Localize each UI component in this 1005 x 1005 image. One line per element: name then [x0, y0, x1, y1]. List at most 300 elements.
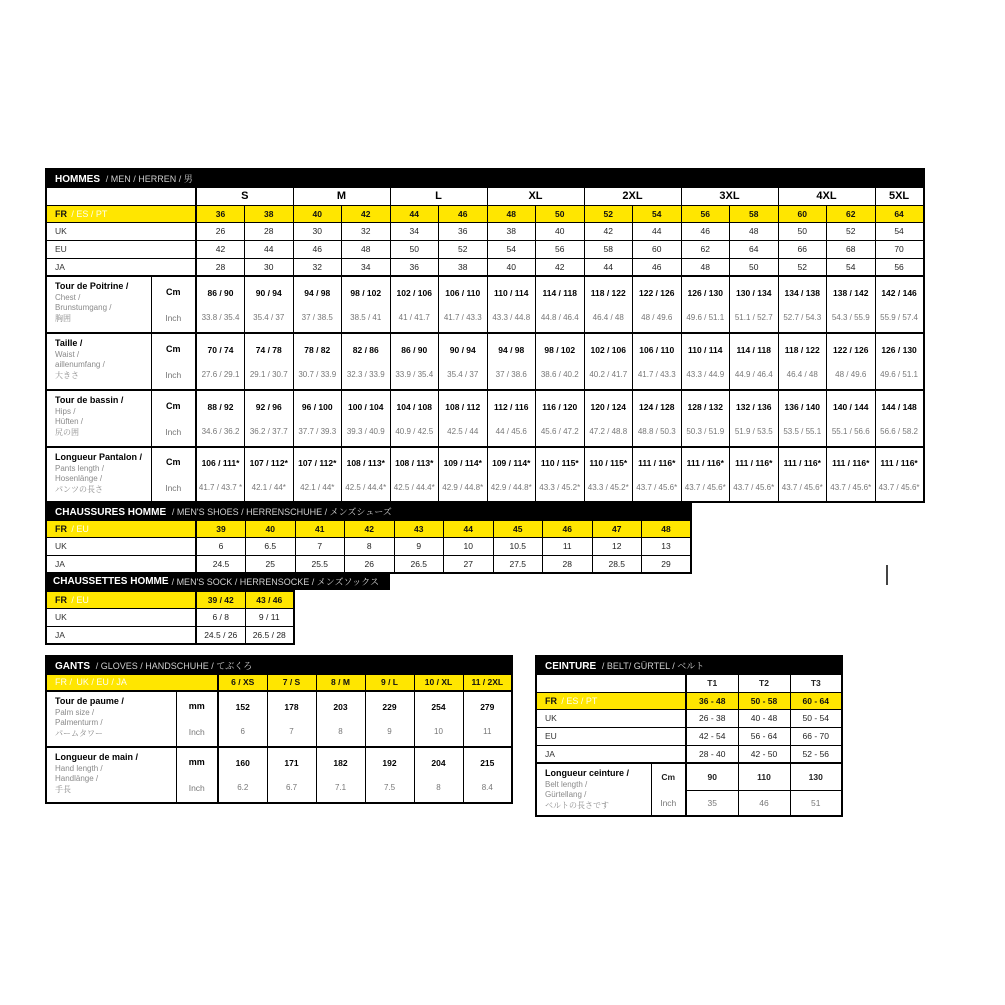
belt-ja-label: JA: [536, 745, 686, 763]
eu-size-value: 48: [342, 240, 391, 258]
measure-cell: 92 / 96 36.2 / 37.7: [245, 390, 294, 447]
measure-cell: 215 8.4: [463, 747, 512, 803]
measure-cell: 122 / 126 48 / 49.6: [827, 333, 876, 390]
unit-mm-label: mm: [188, 701, 205, 711]
belt-unit-cm: Cm: [651, 763, 686, 790]
unit-inch-label: Inch: [165, 369, 182, 380]
measure-cell: 124 / 128 48.8 / 50.3: [633, 390, 682, 447]
ja-size-value: 52: [778, 258, 827, 276]
uk-size-value: 30: [293, 222, 342, 240]
shoes-ja-label: JA: [46, 555, 196, 573]
shoe-ja-value: 27: [444, 555, 494, 573]
fr-size-value: 42: [342, 205, 391, 222]
ja-size-value: 40: [487, 258, 536, 276]
belt-table-title-row: [536, 656, 842, 674]
uk-size-value: 38: [487, 222, 536, 240]
size-group-4XL: 4XL: [778, 187, 875, 205]
uk-size-value: 36: [439, 222, 488, 240]
uk-size-value: 34: [390, 222, 439, 240]
title-primary: CEINTURE: [545, 660, 597, 672]
chest-label-fr: Tour de Poitrine /: [55, 281, 129, 291]
fr-size-value: 50: [536, 205, 585, 222]
shoe-uk-value: 10: [444, 537, 494, 555]
ja-size-value: 32: [293, 258, 342, 276]
sock-size-value: 39 / 42: [196, 591, 245, 608]
eu-size-value: 56: [536, 240, 585, 258]
belt-length-cm-row: [536, 763, 842, 790]
shoes-fr-row: [46, 520, 691, 537]
measure-cell: 204 8: [414, 747, 463, 803]
shoe-ja-value: 27.5: [493, 555, 543, 573]
hand-units: [176, 747, 218, 803]
pants-label-fr: Longueur Pantalon /: [55, 452, 142, 462]
measure-cell: 109 / 114* 42.9 / 44.8*: [487, 447, 536, 502]
hand-label-de: Handlänge /: [55, 774, 99, 784]
measure-cell: 229 9: [365, 691, 414, 747]
fr-size-value: 52: [584, 205, 633, 222]
fr-size-value: 44: [390, 205, 439, 222]
size-group-spacer: [46, 187, 196, 205]
measure-cell: 100 / 104 39.3 / 40.9: [342, 390, 391, 447]
mens-size-table: [45, 168, 925, 503]
uk-size-value: 40: [536, 222, 585, 240]
measure-cell: 111 / 116* 43.7 / 45.6*: [827, 447, 876, 502]
hips-label-en: Hips /: [55, 406, 76, 416]
fr-size-value: 60: [778, 205, 827, 222]
title-secondary: / BELT/ GÜRTEL / ベルト: [601, 660, 705, 671]
size-group-3XL: 3XL: [681, 187, 778, 205]
gloves-size-row: [46, 674, 512, 691]
measure-cell: 160 6.2: [218, 747, 267, 803]
belt-column-spacer: [536, 674, 686, 692]
title-primary: HOMMES: [55, 173, 100, 185]
shoes-fr-label: [46, 520, 196, 537]
unit-inch-label: Inch: [188, 727, 205, 737]
gloves-header-label: [46, 674, 218, 691]
shoe-size-value: 46: [543, 520, 593, 537]
belt-eu-value: 42 - 54: [686, 727, 738, 745]
eu-size-value: 68: [827, 240, 876, 258]
ja-size-value: 56: [875, 258, 924, 276]
shoe-size-value: 39: [196, 520, 246, 537]
measure-cell: 110 / 114 43.3 / 44.9: [681, 333, 730, 390]
eu-size-value: 64: [730, 240, 779, 258]
measure-cell: 171 6.7: [267, 747, 316, 803]
belt-length-inch-value: 35: [686, 790, 738, 816]
palm-size-row: [46, 691, 512, 747]
belt-table-title: [536, 656, 842, 674]
socks-ja-row: [46, 626, 294, 644]
fr-size-value: 38: [245, 205, 294, 222]
mens-table-title-row: [46, 169, 924, 187]
uk-row-label: UK: [46, 222, 196, 240]
gloves-table-title-row: [46, 656, 512, 674]
ja-size-value: 34: [342, 258, 391, 276]
unit-inch-label: Inch: [165, 482, 182, 493]
measure-cell: 102 / 106 40.2 / 41.7: [584, 333, 633, 390]
glove-size-value: 10 / XL: [414, 674, 463, 691]
ja-size-value: 28: [196, 258, 245, 276]
eu-size-value: 44: [245, 240, 294, 258]
belt-length-cm-value: 110: [738, 763, 790, 790]
hand-label-ja: 手長: [55, 784, 71, 794]
measure-cell: 108 / 113* 42.5 / 44.4*: [342, 447, 391, 502]
belt-uk-value: 26 - 38: [686, 709, 738, 727]
palm-label: [46, 691, 176, 747]
belt-fr-label: [536, 692, 686, 709]
measure-cell: 88 / 92 34.6 / 36.2: [196, 390, 245, 447]
measure-cell: 110 / 115* 43.3 / 45.2*: [536, 447, 585, 502]
fr-label-primary: FR: [55, 594, 67, 605]
measure-cell: 126 / 130 49.6 / 51.1: [681, 276, 730, 333]
fr-size-value: 54: [633, 205, 682, 222]
ja-size-row: [46, 258, 924, 276]
chest-units: [151, 276, 196, 333]
gloves-table-title: [46, 656, 512, 674]
measure-cell: 112 / 116 44 / 45.6: [487, 390, 536, 447]
belt-length-label-en: Belt length /: [545, 779, 588, 789]
chest-label-ja: 胸囲: [55, 313, 71, 323]
measure-cell: 110 / 114 43.3 / 44.8: [487, 276, 536, 333]
measure-cell: 152 6: [218, 691, 267, 747]
eu-size-value: 66: [778, 240, 827, 258]
measure-cell: 86 / 90 33.9 / 35.4: [390, 333, 439, 390]
size-group-M: M: [293, 187, 390, 205]
ja-size-value: 46: [633, 258, 682, 276]
belt-length-cm-value: 130: [790, 763, 842, 790]
uk-size-value: 28: [245, 222, 294, 240]
waist-label: [46, 333, 151, 390]
belt-ja-value: 28 - 40: [686, 745, 738, 763]
belt-column-row: [536, 674, 842, 692]
hips-row: [46, 390, 924, 447]
uk-size-value: 32: [342, 222, 391, 240]
waist-row: [46, 333, 924, 390]
ja-size-value: 36: [390, 258, 439, 276]
eu-size-value: 62: [681, 240, 730, 258]
belt-uk-row: [536, 709, 842, 727]
measure-cell: 118 / 122 46.4 / 48: [584, 276, 633, 333]
unit-cm-label: Cm: [165, 286, 181, 297]
hips-label: [46, 390, 151, 447]
fr-size-value: 40: [293, 205, 342, 222]
ja-row-label: JA: [46, 258, 196, 276]
measure-cell: 138 / 142 54.3 / 55.9: [827, 276, 876, 333]
glove-size-value: 8 / M: [316, 674, 365, 691]
socks-uk-row: [46, 608, 294, 626]
pants-label-ja: パンツの長さ: [55, 484, 103, 494]
belt-length-inch-value: 46: [738, 790, 790, 816]
measure-cell: 96 / 100 37.7 / 39.3: [293, 390, 342, 447]
sock-uk-value: 6 / 8: [196, 608, 245, 626]
measure-cell: 104 / 108 40.9 / 42.5: [390, 390, 439, 447]
shoe-size-value: 45: [493, 520, 543, 537]
measure-cell: 98 / 102 38.5 / 41: [342, 276, 391, 333]
belt-eu-value: 66 - 70: [790, 727, 842, 745]
belt-length-label-ja: ベルトの長さです: [545, 800, 609, 810]
measure-cell: 108 / 112 42.5 / 44: [439, 390, 488, 447]
shoe-uk-value: 11: [543, 537, 593, 555]
measure-cell: 94 / 98 37 / 38.5: [293, 276, 342, 333]
measure-cell: 114 / 118 44.9 / 46.4: [730, 333, 779, 390]
shoe-ja-value: 28: [543, 555, 593, 573]
fr-size-value: 58: [730, 205, 779, 222]
eu-row-label: EU: [46, 240, 196, 258]
measure-cell: 126 / 130 49.6 / 51.1: [875, 333, 924, 390]
fr-label-primary: FR: [55, 523, 67, 534]
measure-cell: 132 / 136 51.9 / 53.5: [730, 390, 779, 447]
belt-column-header: T3: [790, 674, 842, 692]
belt-fr-value: 36 - 48: [686, 692, 738, 709]
unit-cm-label: Cm: [165, 343, 181, 354]
sock-ja-value: 26.5 / 28: [245, 626, 294, 644]
measure-cell: 142 / 146 55.9 / 57.4: [875, 276, 924, 333]
sock-ja-value: 24.5 / 26: [196, 626, 245, 644]
belt-unit-inch: Inch: [651, 790, 686, 816]
eu-size-value: 60: [633, 240, 682, 258]
gloves-label-secondary: UK / EU / JA: [76, 677, 127, 688]
shoes-uk-label: UK: [46, 537, 196, 555]
measure-cell: 178 7: [267, 691, 316, 747]
shoe-ja-value: 25: [246, 555, 296, 573]
ja-size-value: 48: [681, 258, 730, 276]
measure-cell: 90 / 94 35.4 / 37: [245, 276, 294, 333]
shoe-size-value: 41: [295, 520, 345, 537]
ja-size-value: 38: [439, 258, 488, 276]
pants-units: [151, 447, 196, 502]
belt-uk-value: 50 - 54: [790, 709, 842, 727]
title-primary: GANTS: [55, 660, 90, 672]
fr-label-secondary: / EU: [71, 523, 89, 534]
measure-cell: 106 / 110 41.7 / 43.3: [633, 333, 682, 390]
shoe-size-value: 40: [246, 520, 296, 537]
size-group-S: S: [196, 187, 293, 205]
belt-column-header: T1: [686, 674, 738, 692]
fr-size-value: 64: [875, 205, 924, 222]
socks-table-title: [45, 572, 390, 590]
title-secondary: / MEN'S SOCK / HERRENSOCKE / メンズソックス: [171, 576, 379, 587]
shoes-table-title: [46, 502, 691, 520]
measure-cell: 94 / 98 37 / 38.6: [487, 333, 536, 390]
measure-cell: 109 / 114* 42.9 / 44.8*: [439, 447, 488, 502]
measure-cell: 192 7.5: [365, 747, 414, 803]
eu-size-value: 52: [439, 240, 488, 258]
shoes-uk-row: [46, 537, 691, 555]
belt-column-header: T2: [738, 674, 790, 692]
socks-ja-label: JA: [46, 626, 196, 644]
shoe-size-value: 43: [394, 520, 444, 537]
eu-size-value: 42: [196, 240, 245, 258]
measure-cell: 107 / 112* 42.1 / 44*: [293, 447, 342, 502]
size-group-row: [46, 187, 924, 205]
fr-size-row: [46, 205, 924, 222]
measure-cell: 98 / 102 38.6 / 40.2: [536, 333, 585, 390]
measure-cell: 114 / 118 44.8 / 46.4: [536, 276, 585, 333]
belt-fr-row: [536, 692, 842, 709]
mens-shoes-table: [45, 501, 692, 574]
measure-cell: 110 / 115* 43.3 / 45.2*: [584, 447, 633, 502]
measure-cell: 130 / 134 51.1 / 52.7: [730, 276, 779, 333]
uk-size-value: 50: [778, 222, 827, 240]
measure-cell: 86 / 90 33.8 / 35.4: [196, 276, 245, 333]
belt-length-label: [536, 763, 651, 816]
hand-label-fr: Longueur de main /: [55, 752, 139, 762]
belt-eu-value: 56 - 64: [738, 727, 790, 745]
shoe-size-value: 42: [345, 520, 395, 537]
shoe-ja-value: 29: [642, 555, 692, 573]
shoe-uk-value: 10.5: [493, 537, 543, 555]
measure-cell: 108 / 113* 42.5 / 44.4*: [390, 447, 439, 502]
measure-cell: 107 / 112* 42.1 / 44*: [245, 447, 294, 502]
title-primary: CHAUSSETTES HOMME: [53, 575, 169, 587]
pants-label-de: Hosenlänge /: [55, 474, 103, 484]
mens-table-title: [46, 169, 924, 187]
fr-row-label: [46, 205, 196, 222]
title-secondary: / MEN / HERREN / 男: [105, 173, 193, 184]
belt-length-label-de: Gürtellang /: [545, 790, 587, 800]
hips-label-de: Hüften /: [55, 417, 84, 427]
fr-label-primary: FR: [545, 695, 557, 706]
ja-size-value: 50: [730, 258, 779, 276]
shoe-uk-value: 13: [642, 537, 692, 555]
size-group-5XL: 5XL: [875, 187, 924, 205]
unit-inch-label: Inch: [165, 426, 182, 437]
belt-length-inch-value: 51: [790, 790, 842, 816]
shoe-uk-value: 7: [295, 537, 345, 555]
hand-length-row: [46, 747, 512, 803]
palm-units: [176, 691, 218, 747]
chest-label-en: Chest /: [55, 292, 81, 302]
eu-size-value: 54: [487, 240, 536, 258]
measure-cell: 111 / 116* 43.7 / 45.6*: [633, 447, 682, 502]
sock-size-value: 43 / 46: [245, 591, 294, 608]
ja-size-value: 54: [827, 258, 876, 276]
fr-label-primary: FR: [55, 208, 67, 219]
unit-inch-label: Inch: [165, 312, 182, 323]
waist-label-ja: 大きさ: [55, 370, 79, 380]
uk-size-value: 48: [730, 222, 779, 240]
unit-cm-label: Cm: [165, 456, 181, 467]
shoe-uk-value: 6: [196, 537, 246, 555]
fr-size-value: 62: [827, 205, 876, 222]
measure-cell: 74 / 78 29.1 / 30.7: [245, 333, 294, 390]
measure-cell: 140 / 144 55.1 / 56.6: [827, 390, 876, 447]
title-secondary: / GLOVES / HANDSCHUHE / てぶくろ: [95, 660, 253, 671]
pants-label: [46, 447, 151, 502]
hand-label-en: Hand length /: [55, 763, 103, 773]
uk-size-value: 42: [584, 222, 633, 240]
measure-cell: 111 / 116* 43.7 / 45.6*: [681, 447, 730, 502]
measure-cell: 122 / 126 48 / 49.6: [633, 276, 682, 333]
ja-size-value: 44: [584, 258, 633, 276]
chest-row: [46, 276, 924, 333]
shoe-size-value: 48: [642, 520, 692, 537]
fr-size-value: 48: [487, 205, 536, 222]
measure-cell: 279 11: [463, 691, 512, 747]
waist-label-en: Waist /: [55, 349, 80, 359]
eu-size-value: 50: [390, 240, 439, 258]
eu-size-value: 46: [293, 240, 342, 258]
shoe-ja-value: 24.5: [196, 555, 246, 573]
measure-cell: 78 / 82 30.7 / 33.9: [293, 333, 342, 390]
measure-cell: 134 / 138 52.7 / 54.3: [778, 276, 827, 333]
stray-line: [886, 565, 888, 585]
measure-cell: 102 / 106 41 / 41.7: [390, 276, 439, 333]
measure-cell: 116 / 120 45.6 / 47.2: [536, 390, 585, 447]
sock-uk-value: 9 / 11: [245, 608, 294, 626]
size-group-L: L: [390, 187, 487, 205]
shoes-ja-row: [46, 555, 691, 573]
shoe-uk-value: 12: [592, 537, 642, 555]
unit-inch-label: Inch: [188, 783, 205, 793]
fr-label-secondary: / ES / PT: [561, 695, 598, 706]
unit-mm-label: mm: [188, 757, 205, 767]
gloves-label-primary: FR /: [55, 677, 72, 688]
belt-eu-label: EU: [536, 727, 686, 745]
palm-label-de: Palmenturm /: [55, 718, 103, 728]
measure-cell: 120 / 124 47.2 / 48.8: [584, 390, 633, 447]
measure-cell: 118 / 122 46.4 / 48: [778, 333, 827, 390]
belt-eu-row: [536, 727, 842, 745]
measure-cell: 106 / 111* 41.7 / 43.7 *: [196, 447, 245, 502]
measure-cell: 136 / 140 53.5 / 55.1: [778, 390, 827, 447]
gloves-table: [45, 655, 513, 804]
eu-size-value: 58: [584, 240, 633, 258]
waist-label-fr: Taille /: [55, 338, 83, 348]
hips-label-ja: 尻の囲: [55, 427, 79, 437]
measure-cell: 203 8: [316, 691, 365, 747]
uk-size-row: [46, 222, 924, 240]
measure-cell: 254 10: [414, 691, 463, 747]
palm-label-ja: パームタワー: [55, 728, 103, 738]
shoe-uk-value: 9: [394, 537, 444, 555]
pants-label-en: Pants length /: [55, 463, 104, 473]
uk-size-value: 54: [875, 222, 924, 240]
shoe-ja-value: 26: [345, 555, 395, 573]
eu-size-row: [46, 240, 924, 258]
belt-ja-value: 52 - 56: [790, 745, 842, 763]
measure-cell: 111 / 116* 43.7 / 45.6*: [730, 447, 779, 502]
belt-uk-value: 40 - 48: [738, 709, 790, 727]
ja-size-value: 30: [245, 258, 294, 276]
measure-cell: 144 / 148 56.6 / 58.2: [875, 390, 924, 447]
shoe-uk-value: 6.5: [246, 537, 296, 555]
unit-cm-label: Cm: [165, 400, 181, 411]
socks-uk-label: UK: [46, 608, 196, 626]
glove-size-value: 9 / L: [365, 674, 414, 691]
hips-units: [151, 390, 196, 447]
measure-cell: 111 / 116* 43.7 / 45.6*: [778, 447, 827, 502]
glove-size-value: 6 / XS: [218, 674, 267, 691]
size-group-XL: XL: [487, 187, 584, 205]
uk-size-value: 52: [827, 222, 876, 240]
glove-size-value: 11 / 2XL: [463, 674, 512, 691]
mens-socks-table: [45, 590, 295, 645]
uk-size-value: 26: [196, 222, 245, 240]
chest-label-de: Brunstumgang /: [55, 303, 112, 313]
belt-length-cm-value: 90: [686, 763, 738, 790]
socks-fr-row: [46, 591, 294, 608]
palm-label-en: Palm size /: [55, 707, 95, 717]
hips-label-fr: Tour de bassin /: [55, 395, 124, 405]
shoe-size-value: 47: [592, 520, 642, 537]
title-secondary: / MEN'S SHOES / HERRENSCHUHE / メンズシューズ: [171, 506, 392, 517]
uk-size-value: 46: [681, 222, 730, 240]
palm-label-fr: Tour de paume /: [55, 696, 124, 706]
size-group-2XL: 2XL: [584, 187, 681, 205]
pants-length-row: [46, 447, 924, 502]
measure-cell: 111 / 116* 43.7 / 45.6*: [875, 447, 924, 502]
